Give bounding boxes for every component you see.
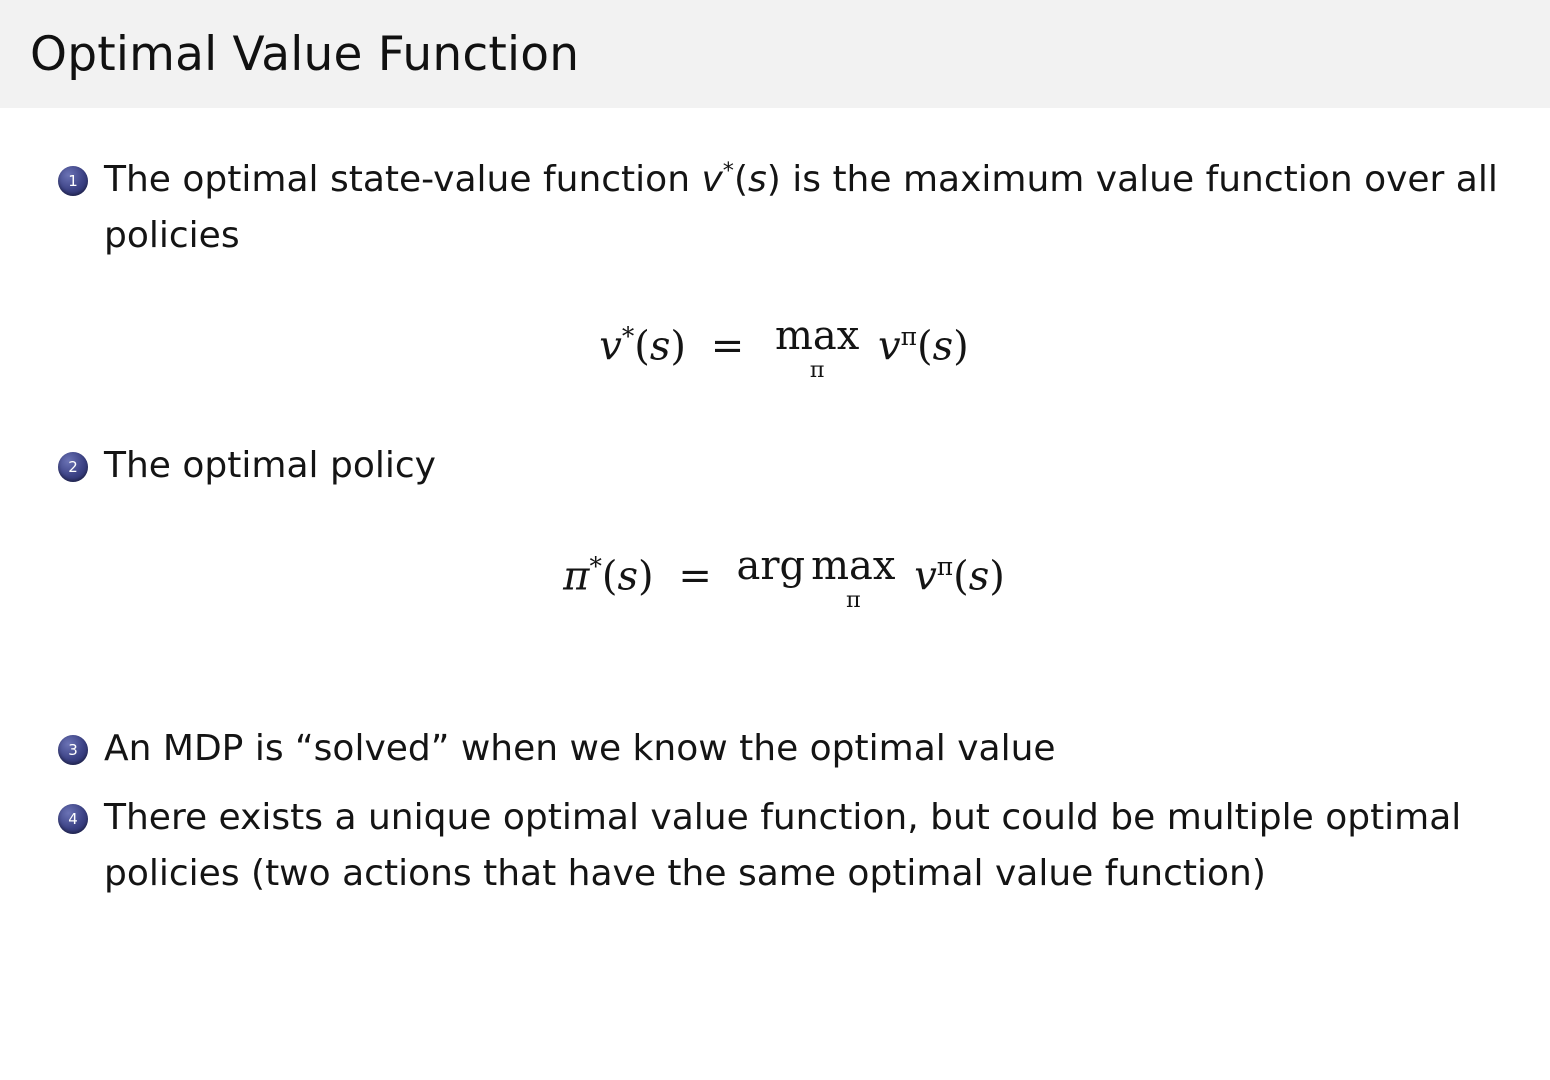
slide-content: [0, 152, 1550, 902]
optimal-state-value-equation: v*(s) = max π $v^\pi(s)$: [599, 312, 969, 383]
bullet-number-icon: 4: [58, 804, 88, 834]
bullet-text: The optimal state-value function v*(s) is the maximum value function over all policies: [104, 158, 1498, 256]
bullet-list-2: [58, 438, 1510, 494]
list-item: [58, 438, 1510, 494]
list-item: [58, 721, 1510, 777]
list-item: [58, 790, 1510, 902]
bullet-text: An MDP is “solved” when we know the optimal value: [104, 727, 1056, 769]
bullet-number-icon: 2: [58, 452, 88, 482]
max-operator: max π: [774, 312, 860, 383]
argmax-operator: arg max π: [736, 543, 896, 614]
bullet-number-icon: 3: [58, 735, 88, 765]
list-item: [58, 152, 1510, 264]
page-title: Optimal Value Function: [30, 26, 580, 82]
bullet-list-3: [58, 721, 1510, 902]
optimal-policy-equation: π*(s) = arg max π $v^\pi(s)$: [563, 543, 1005, 614]
bullet-list: [58, 152, 1510, 264]
slide-title-bar: [0, 0, 1550, 108]
bullet-text: The optimal policy: [104, 445, 436, 487]
bullet-number-icon: 1: [58, 166, 88, 196]
bullet-text: There exists a unique optimal value function, but could be multiple optimal policies (two actions that have the same optimal value function): [104, 797, 1462, 895]
